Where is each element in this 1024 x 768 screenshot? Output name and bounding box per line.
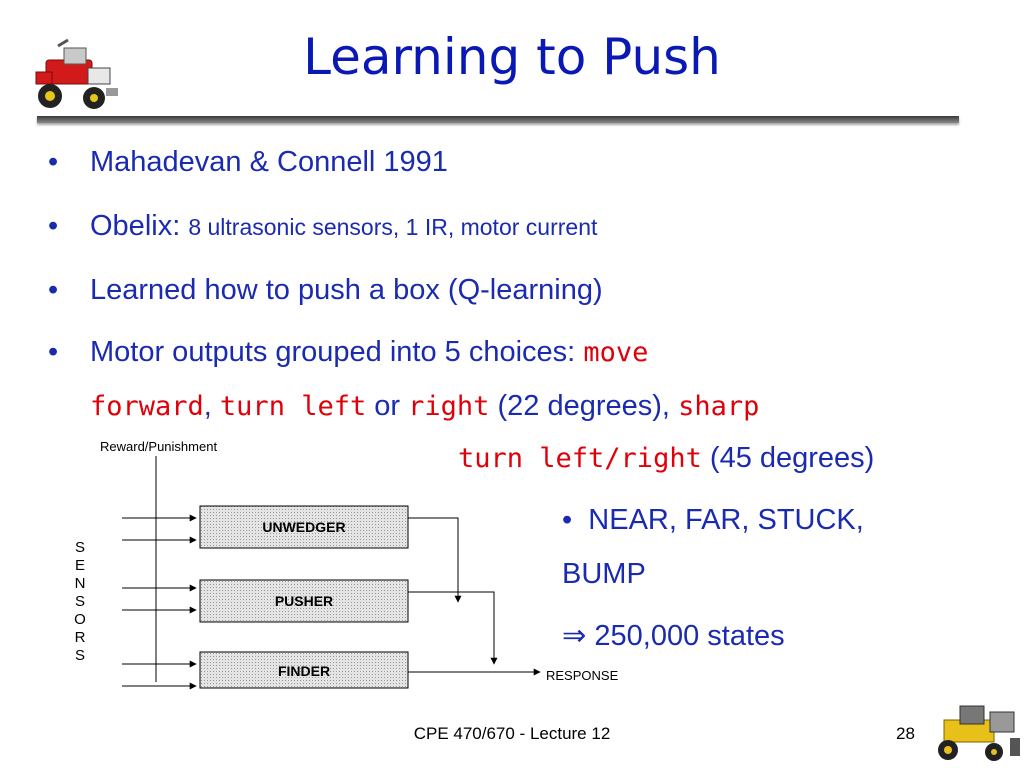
bullet-authors: Mahadevan & Connell 1991 [90,146,448,178]
action-move: move [583,337,649,368]
degrees-45: (45 degrees) [709,442,875,474]
implies-icon: ⇒ [562,620,587,652]
footer-course: CPE 470/670 - Lecture 12 [413,724,611,743]
robot-icon [930,698,1022,764]
unwedger-label: UNWEDGER [262,519,346,535]
bullet-motor-line1 [90,334,648,371]
sensor-letter: R [74,629,86,646]
subsumption-diagram [60,434,660,694]
page-number: 28 [896,724,915,743]
sensor-letter: E [74,557,86,574]
states-values: NEAR, FAR, STUCK, [588,504,864,536]
comma: , [203,390,212,422]
sensor-letter: S [74,647,86,664]
sensor-letter: S [74,539,86,556]
title-divider [37,116,959,123]
finder-label: FINDER [277,663,331,679]
bullet-marker: • [48,146,59,178]
reward-label: Reward/Punishment [100,439,218,454]
bullet-marker: • [48,274,59,306]
page-title: Learning to Push [303,28,721,86]
states-bullet: • [562,504,573,536]
or-text: or [374,390,401,422]
action-sharp: sharp [678,391,760,422]
states-count: 250,000 states [594,620,785,652]
motor-text: Motor outputs grouped into 5 choices: [90,336,576,368]
states-line2: BUMP [562,558,646,590]
bullet-marker: • [48,210,59,242]
sensor-letter: S [74,593,86,610]
pusher-label: PUSHER [274,593,334,609]
bullet-motor-line2 [90,388,759,425]
sensor-letter: N [74,575,86,592]
action-forward: forward [90,391,204,422]
bullet-obelix [90,208,597,245]
obelix-sensors: 8 ultrasonic sensors, 1 IR, motor current [188,214,598,240]
degrees-22: (22 degrees), [497,390,670,422]
sensor-letter: O [74,611,86,628]
action-turn-left-right: turn left/right [458,443,702,474]
obelix-label: Obelix: [90,210,181,242]
response-label: RESPONSE [546,668,619,683]
action-right: right [408,391,490,422]
bullet-marker: • [48,336,59,368]
bullet-learned: Learned how to push a box (Q-learning) [90,274,603,306]
action-turn-left: turn left [219,391,367,422]
